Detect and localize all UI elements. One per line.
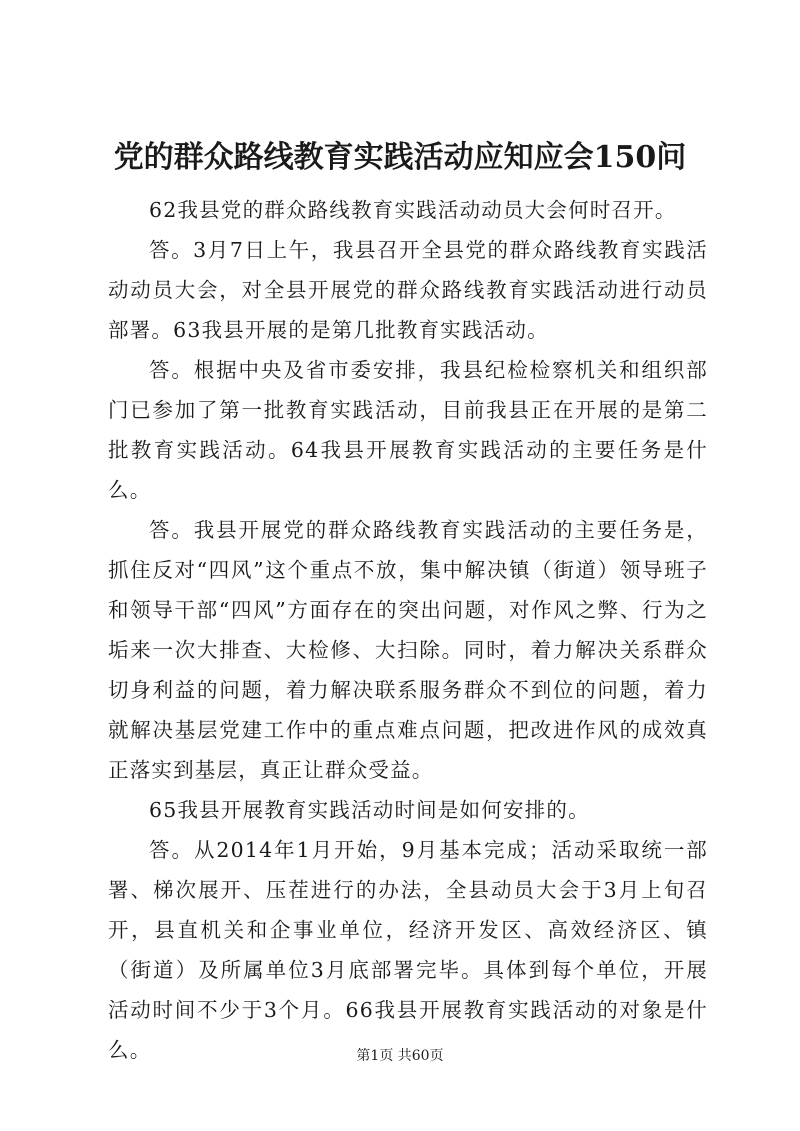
page-footer: 第1页 共60页 [356, 1048, 444, 1064]
paragraph-q65: 65我县开展教育实践活动时间是如何安排的。 [149, 798, 590, 822]
document-title: 党的群众路线教育实践活动应知应会150问 [113, 140, 687, 175]
document-body [108, 190, 708, 1070]
paragraph-a64: 答。我县开展党的群众路线教育实践活动的主要任务是，抓住反对“四风”这个重点不放，集中解决镇（街道）领导班子和领导干部“四风”方面存在的突出问题，对作风之弊、行为之垢来一次大排查、大检修、大扫除。同时，着力解决关系群众切身利益的问题，着力解决联系服务群众不到位的问题，着力就解决基层党建工作中的重点难点问题，把改进作风的成效真正落实到基层，真正让群众受益。 [108, 518, 708, 782]
paragraph-a62: 答。3月7日上午，我县召开全县党的群众路线教育实践活动动员大会，对全县开展党的群众路线教育实践活动进行动员部署。63我县开展的是第几批教育实践活动。 [108, 238, 708, 342]
paragraph-q62: 62我县党的群众路线教育实践活动动员大会何时召开。 [149, 198, 677, 222]
paragraph-a63: 答。根据中央及省市委安排，我县纪检检察机关和组织部门已参加了第一批教育实践活动，目前我县正在开展的是第二批教育实践活动。64我县开展教育实践活动的主要任务是什么。 [108, 358, 708, 502]
paragraph-a65: 答。从2014年1月开始，9月基本完成；活动采取统一部署、梯次展开、压茬进行的办法，全县动员大会于3月上旬召开，县直机关和企事业单位，经济开发区、高效经济区、镇（街道）及所属单位3月底部署完毕。具体到每个单位，开展活动时间不少于3个月。66我县开展教育实践活动的对象是什么。 [108, 838, 708, 1062]
